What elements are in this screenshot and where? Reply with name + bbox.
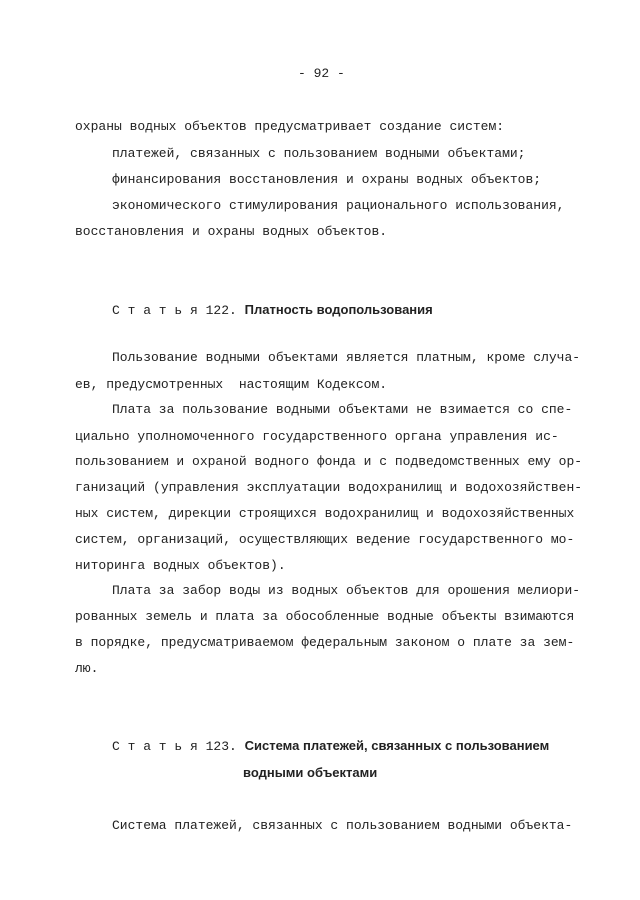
article-title: Платность водопользования xyxy=(244,302,433,317)
article-122-heading xyxy=(112,302,433,319)
paragraph-line: ных систем, дирекции строящихся водохранилищ и водохозяйственных xyxy=(75,506,575,521)
paragraph-line: Плата за пользование водными объектами не взимается со спе- xyxy=(112,402,573,417)
paragraph-line: лю. xyxy=(75,661,99,676)
page-number: - 92 - xyxy=(298,66,345,81)
paragraph-line: восстановления и охраны водных объектов. xyxy=(75,224,388,239)
paragraph-line: рованных земель и плата за обособленные водные объекты взимаются xyxy=(75,609,575,624)
paragraph-line: циально уполномоченного государственного органа управления ис- xyxy=(75,429,559,444)
list-item: финансирования восстановления и охраны водных объектов; xyxy=(112,172,542,187)
paragraph-line: охраны водных объектов предусматривает создание систем: xyxy=(75,119,505,134)
paragraph-line: Система платежей, связанных с пользованием водными объекта- xyxy=(112,818,573,833)
article-label: С т а т ь я 123. xyxy=(112,739,237,754)
paragraph-line: Пользование водными объектами является платным, кроме случа- xyxy=(112,350,581,365)
paragraph-line: в порядке, предусматриваемом федеральным законом о плате за зем- xyxy=(75,635,575,650)
paragraph-line: ев, предусмотренных настоящим Кодексом. xyxy=(75,377,388,392)
paragraph-line: ганизаций (управления эксплуатации водохранилищ и водохозяйствен- xyxy=(75,480,583,495)
article-title: Система платежей, связанных с пользованием xyxy=(244,738,550,753)
list-item: платежей, связанных с пользованием водными объектами; xyxy=(112,146,526,161)
paragraph-line: пользованием и охраной водного фонда и с подведомственных ему ор- xyxy=(75,454,583,469)
paragraph-line: ниторинга водных объектов). xyxy=(75,558,286,573)
paragraph-line: систем, организаций, осуществляющих ведение государственного мо- xyxy=(75,532,575,547)
article-123-heading xyxy=(112,738,549,755)
article-title-continued: водными объектами xyxy=(243,765,378,780)
paragraph-line: Плата за забор воды из водных объектов для орошения мелиори- xyxy=(112,583,581,598)
list-item: экономического стимулирования рационального использования, xyxy=(112,198,565,213)
article-label: С т а т ь я 122. xyxy=(112,303,237,318)
